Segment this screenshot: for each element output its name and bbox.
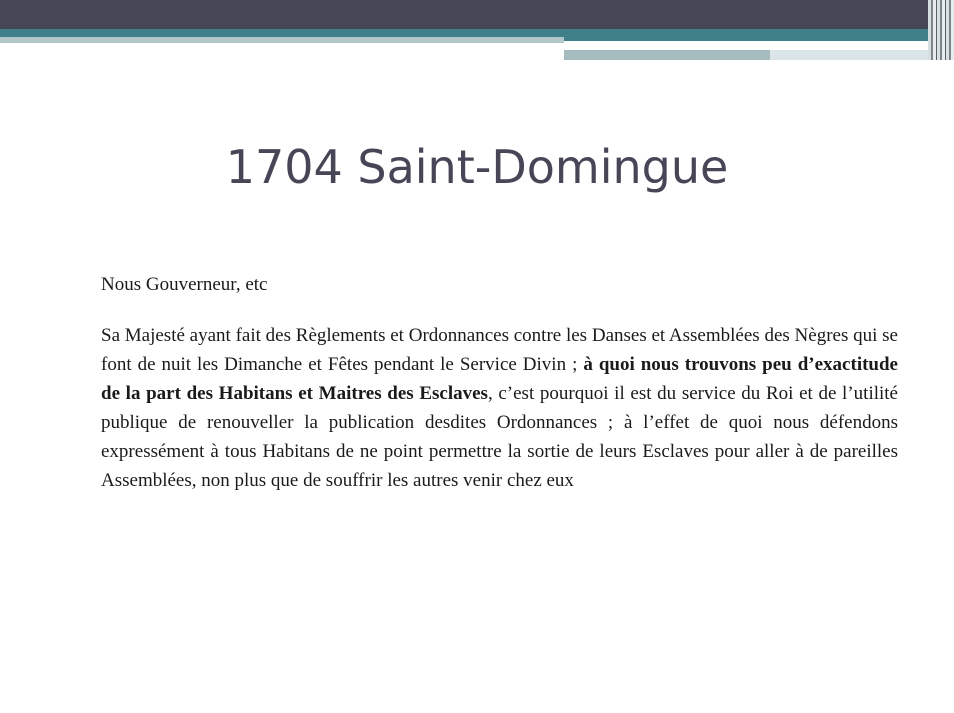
slide-title: 1704 Saint-Domingue	[225, 140, 729, 194]
header-white-line	[564, 44, 886, 47]
greeting-line: Nous Gouverneur, etc	[101, 274, 268, 295]
header-bar-light-left	[0, 37, 564, 43]
header-bar-teal-left	[0, 29, 564, 37]
header-bar-light-right-2	[770, 50, 928, 60]
body-paragraph	[101, 321, 898, 495]
paragraph-text-2: , c’est pourquoi il est du service du Roi et de l’utilité publique de renouveller la publication desdites Ordonnances ; à l’effet de quoi nous défendons expressément à tous Habitans de ne point permettre la sortie de leurs Esclaves pour aller à de pareilles Assemblées, non plus que de souffrir les autres venir chez eux	[101, 383, 898, 491]
header-bar-light-right	[564, 50, 770, 60]
header-bar-teal-right	[564, 29, 928, 41]
paragraph-bold-text: à quoi nous trouvons peu d’exactitude de la part des Habitans et Maitres des Esclaves	[101, 354, 898, 404]
paragraph-text-1: Sa Majesté ayant fait des Règlements et Ordonnances contre les Danses et Assemblées des Nègres qui se font de nuit les Dimanche et Fêtes pendant le Service Divin ;	[101, 325, 898, 375]
header-bar-dark	[0, 0, 954, 29]
slide-body	[101, 270, 898, 495]
header-stripes	[928, 0, 954, 60]
